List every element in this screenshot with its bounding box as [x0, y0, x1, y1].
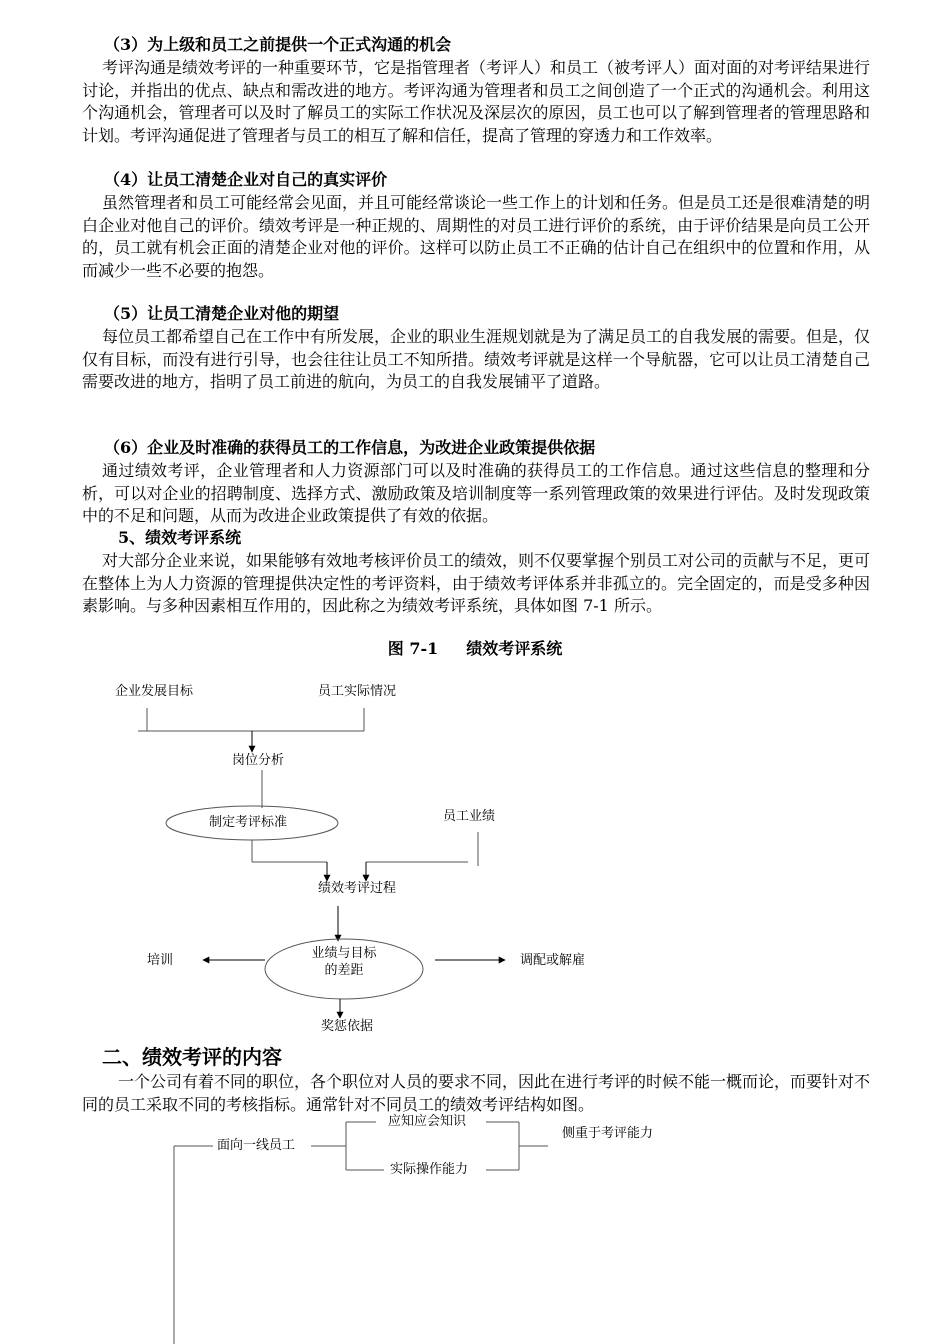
section-3-heading: （3）为上级和员工之前提供一个正式沟通的机会: [104, 35, 452, 54]
node-employee-actual: 员工实际情况: [318, 684, 397, 699]
section-6-body: 通过绩效考评，企业管理者和人力资源部门可以及时准确的获得员工的工作信息。通过这些信息的整理和分析，可以对企业的招聘制度、选择方式、激励政策及培训制度等一系列管理政策的效果进行评估。及时发现政策中的不足和问题，从而为改进企业政策提供了有效的依据。: [82, 461, 870, 525]
node-set-standard: 制定考评标准: [209, 815, 288, 830]
chart-operation: 实际操作能力: [390, 1162, 469, 1177]
section-4-heading: （4）让员工清楚企业对自己的真实评价: [104, 170, 388, 189]
chart-frontline: 面向一线员工: [217, 1138, 296, 1153]
system-body: 对大部分企业来说，如果能够有效地考核评价员工的绩效，则不仅要掌握个别员工对公司的贡献与不足，更可在整体上为人力资源的管理提供决定性的考评资料，由于绩效考评体系并非孤立的。完全固定的，而是受多种因素影响。与多种因素相互作用的，因此称之为绩效考评系统，具体如图 7-1 所示。: [82, 551, 871, 615]
node-gap-line2: 的差距: [324, 963, 364, 978]
figure-title: 绩效考评系统: [466, 639, 563, 658]
chart-focus: 侧重于考评能力: [562, 1126, 654, 1141]
section-4-body: 虽然管理者和员工可能经常会见面，并且可能经常谈论一些工作上的计划和任务。但是员工还是很难清楚的明白企业对他自己的评价。绩效考评是一种正规的、周期性的对员工进行评价的系统，由于评价结果是向员工公开的，员工就有机会正面的清楚企业对他的评价。这样可以防止员工不正确的估计自己在组织中的位置和作用，从而减少一些不必要的抱怨。: [82, 193, 871, 280]
chart-knowledge: 应知应会知识: [388, 1114, 467, 1129]
node-training: 培训: [147, 953, 174, 968]
section-6-heading: （6）企业及时准确的获得员工的工作信息，为改进企业政策提供依据: [104, 438, 596, 457]
node-reward-basis: 奖惩依据: [321, 1019, 374, 1034]
system-heading: 5、绩效考评系统: [118, 528, 242, 547]
node-job-analysis: 岗位分析: [232, 753, 285, 768]
section-5-heading: （5）让员工清楚企业对他的期望: [104, 304, 340, 323]
figure-number: 图 7-1: [387, 639, 439, 658]
section-2-heading: 二、绩效考评的内容: [102, 1045, 282, 1069]
node-evaluation-process: 绩效考评过程: [318, 881, 397, 896]
section-2-body: 一个公司有着不同的职位，各个职位对人员的要求不同，因此在进行考评的时候不能一概而论，而要针对不同的员工采取不同的考核指标。通常针对不同员工的绩效考评结构如图。: [82, 1072, 871, 1114]
node-enterprise-goal: 企业发展目标: [115, 684, 194, 699]
section-3-body: 考评沟通是绩效考评的一种重要环节，它是指管理者（考评人）和员工（被考评人）面对面的对考评结果进行讨论，并指出的优点、缺点和需改进的地方。考评沟通为管理者和员工之间创造了一个正式的沟通机会。利用这个沟通机会，管理者可以及时了解员工的实际工作状况及深层次的原因，员工也可以了解到管理者的管理思路和计划。考评沟通促进了管理者与员工的相互了解和信任，提高了管理的穿透力和工作效率。: [82, 58, 871, 145]
node-employee-performance: 员工业绩: [443, 809, 496, 824]
node-transfer-dismiss: 调配或解雇: [520, 953, 586, 968]
section-5-body: 每位员工都希望自己在工作中有所发展，企业的职业生涯规划就是为了满足员工的自我发展的需要。但是，仅仅有目标，而没有进行引导，也会往往让员工不知所措。绩效考评就是这样一个导航器，它可以让员工清楚自己需要改进的地方，指明了员工前进的航向，为员工的自我发展铺平了道路。: [82, 327, 871, 391]
node-gap-line1: 业绩与目标: [311, 946, 377, 961]
